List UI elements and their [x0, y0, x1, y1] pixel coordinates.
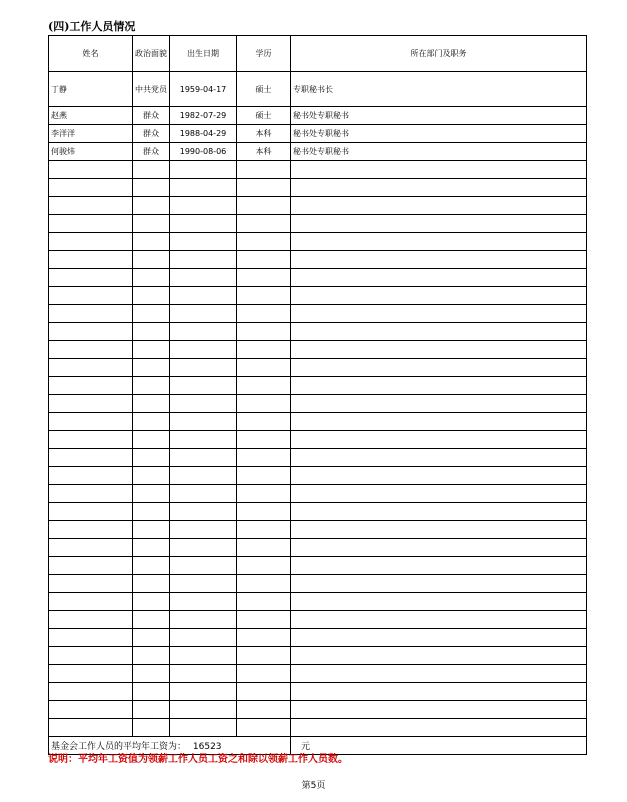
empty-cell — [133, 395, 170, 413]
empty-cell — [170, 323, 237, 341]
empty-cell — [49, 557, 133, 575]
table-row — [49, 143, 587, 161]
empty-cell — [291, 233, 587, 251]
empty-cell — [291, 269, 587, 287]
empty-cell — [170, 269, 237, 287]
empty-cell — [133, 359, 170, 377]
staff-political: 群众 — [133, 143, 170, 161]
empty-cell — [170, 719, 237, 737]
empty-cell — [170, 683, 237, 701]
empty-cell — [170, 359, 237, 377]
empty-table-row — [49, 197, 587, 215]
empty-cell — [49, 341, 133, 359]
empty-cell — [237, 305, 291, 323]
empty-cell — [237, 467, 291, 485]
staff-political: 群众 — [133, 125, 170, 143]
empty-cell — [291, 593, 587, 611]
table-row — [49, 72, 587, 107]
empty-cell — [237, 647, 291, 665]
empty-cell — [291, 701, 587, 719]
empty-cell — [133, 251, 170, 269]
empty-cell — [49, 179, 133, 197]
empty-cell — [170, 233, 237, 251]
empty-cell — [49, 575, 133, 593]
table-row — [49, 125, 587, 143]
empty-table-row — [49, 611, 587, 629]
page-number: 第5页 — [301, 781, 326, 791]
empty-cell — [237, 701, 291, 719]
empty-cell — [170, 485, 237, 503]
empty-cell — [133, 575, 170, 593]
header-political: 政治面貌 — [133, 36, 170, 72]
empty-table-row — [49, 503, 587, 521]
empty-table-row — [49, 287, 587, 305]
empty-table-row — [49, 701, 587, 719]
average-salary-label: 基金会工作人员的平均年工资为： — [51, 742, 187, 752]
empty-cell — [133, 269, 170, 287]
empty-cell — [237, 377, 291, 395]
empty-cell — [291, 611, 587, 629]
empty-table-row — [49, 215, 587, 233]
empty-cell — [170, 251, 237, 269]
header-name: 姓名 — [49, 36, 133, 72]
empty-cell — [170, 647, 237, 665]
header-birth: 出生日期 — [170, 36, 237, 72]
empty-cell — [170, 377, 237, 395]
empty-cell — [170, 629, 237, 647]
empty-cell — [291, 359, 587, 377]
empty-cell — [49, 431, 133, 449]
staff-position: 专职秘书长 — [291, 72, 587, 107]
empty-table-row — [49, 539, 587, 557]
empty-cell — [49, 611, 133, 629]
empty-cell — [291, 647, 587, 665]
empty-cell — [170, 593, 237, 611]
staff-birth: 1990-08-06 — [170, 143, 237, 161]
staff-position: 秘书处专职秘书 — [291, 125, 587, 143]
empty-table-row — [49, 485, 587, 503]
table-header-row — [49, 36, 587, 72]
empty-cell — [170, 467, 237, 485]
empty-cell — [49, 197, 133, 215]
empty-cell — [170, 197, 237, 215]
empty-cell — [49, 593, 133, 611]
empty-cell — [49, 719, 133, 737]
empty-table-row — [49, 359, 587, 377]
empty-cell — [49, 413, 133, 431]
empty-cell — [49, 503, 133, 521]
empty-table-row — [49, 395, 587, 413]
header-education: 学历 — [237, 36, 291, 72]
staff-education: 本科 — [237, 143, 291, 161]
empty-cell — [291, 485, 587, 503]
empty-cell — [291, 341, 587, 359]
empty-cell — [49, 269, 133, 287]
empty-cell — [291, 683, 587, 701]
staff-political: 中共党员 — [133, 72, 170, 107]
empty-cell — [237, 683, 291, 701]
staff-position: 秘书处专职秘书 — [291, 143, 587, 161]
empty-table-row — [49, 647, 587, 665]
empty-cell — [237, 539, 291, 557]
empty-cell — [49, 395, 133, 413]
empty-table-row — [49, 683, 587, 701]
empty-cell — [133, 341, 170, 359]
staff-birth: 1959-04-17 — [170, 72, 237, 107]
empty-cell — [133, 233, 170, 251]
empty-cell — [291, 539, 587, 557]
empty-cell — [170, 305, 237, 323]
empty-cell — [133, 449, 170, 467]
empty-cell — [237, 593, 291, 611]
empty-cell — [291, 467, 587, 485]
empty-cell — [49, 377, 133, 395]
header-position: 所在部门及职务 — [291, 36, 587, 72]
empty-cell — [49, 359, 133, 377]
empty-cell — [291, 251, 587, 269]
staff-birth: 1988-04-29 — [170, 125, 237, 143]
empty-table-row — [49, 431, 587, 449]
empty-cell — [237, 395, 291, 413]
empty-cell — [49, 665, 133, 683]
empty-cell — [49, 233, 133, 251]
empty-cell — [170, 215, 237, 233]
empty-cell — [133, 179, 170, 197]
staff-position: 秘书处专职秘书 — [291, 107, 587, 125]
empty-cell — [291, 377, 587, 395]
empty-table-row — [49, 179, 587, 197]
empty-cell — [170, 287, 237, 305]
empty-cell — [237, 359, 291, 377]
empty-cell — [237, 287, 291, 305]
empty-cell — [49, 215, 133, 233]
empty-cell — [133, 485, 170, 503]
empty-table-row — [49, 233, 587, 251]
empty-cell — [291, 575, 587, 593]
empty-cell — [291, 665, 587, 683]
empty-cell — [49, 701, 133, 719]
empty-table-row — [49, 377, 587, 395]
staff-education: 硕士 — [237, 72, 291, 107]
empty-cell — [237, 341, 291, 359]
section-title: (四)工作人员情况 — [48, 20, 136, 33]
staff-education: 硕士 — [237, 107, 291, 125]
empty-cell — [170, 413, 237, 431]
empty-cell — [237, 179, 291, 197]
empty-cell — [237, 503, 291, 521]
empty-cell — [237, 449, 291, 467]
empty-table-row — [49, 593, 587, 611]
empty-table-row — [49, 629, 587, 647]
staff-name: 李洋洋 — [49, 125, 133, 143]
empty-cell — [237, 269, 291, 287]
empty-cell — [170, 665, 237, 683]
staff-birth: 1982-07-29 — [170, 107, 237, 125]
empty-table-row — [49, 521, 587, 539]
empty-cell — [49, 539, 133, 557]
empty-table-row — [49, 719, 587, 737]
empty-table-row — [49, 341, 587, 359]
empty-cell — [291, 557, 587, 575]
empty-cell — [291, 521, 587, 539]
empty-cell — [237, 719, 291, 737]
empty-table-row — [49, 161, 587, 179]
empty-cell — [237, 629, 291, 647]
empty-cell — [291, 413, 587, 431]
empty-cell — [237, 431, 291, 449]
empty-cell — [133, 683, 170, 701]
empty-table-row — [49, 575, 587, 593]
empty-cell — [237, 215, 291, 233]
empty-cell — [170, 395, 237, 413]
empty-cell — [170, 701, 237, 719]
empty-cell — [170, 521, 237, 539]
table-row — [49, 107, 587, 125]
empty-cell — [291, 395, 587, 413]
empty-cell — [133, 593, 170, 611]
average-salary-value: 16523 — [192, 742, 222, 752]
empty-cell — [49, 323, 133, 341]
empty-cell — [49, 485, 133, 503]
staff-political: 群众 — [133, 107, 170, 125]
empty-table-row — [49, 467, 587, 485]
empty-cell — [170, 161, 237, 179]
empty-table-row — [49, 323, 587, 341]
empty-cell — [49, 629, 133, 647]
empty-cell — [291, 287, 587, 305]
empty-cell — [237, 323, 291, 341]
empty-cell — [170, 557, 237, 575]
empty-cell — [291, 215, 587, 233]
empty-cell — [170, 503, 237, 521]
empty-table-row — [49, 269, 587, 287]
empty-cell — [237, 161, 291, 179]
empty-cell — [49, 521, 133, 539]
empty-cell — [133, 413, 170, 431]
empty-cell — [291, 305, 587, 323]
empty-cell — [170, 341, 237, 359]
staff-table — [48, 35, 587, 755]
empty-cell — [133, 431, 170, 449]
empty-table-row — [49, 305, 587, 323]
staff-education: 本科 — [237, 125, 291, 143]
empty-cell — [133, 377, 170, 395]
empty-cell — [49, 305, 133, 323]
staff-name: 赵燕 — [49, 107, 133, 125]
empty-cell — [133, 539, 170, 557]
empty-cell — [237, 233, 291, 251]
empty-cell — [49, 287, 133, 305]
empty-cell — [170, 539, 237, 557]
empty-cell — [291, 431, 587, 449]
empty-cell — [133, 305, 170, 323]
empty-cell — [133, 629, 170, 647]
empty-cell — [291, 323, 587, 341]
empty-cell — [237, 485, 291, 503]
empty-cell — [133, 215, 170, 233]
average-salary-unit: 元 — [291, 737, 587, 755]
empty-cell — [170, 575, 237, 593]
empty-cell — [49, 683, 133, 701]
empty-cell — [291, 161, 587, 179]
empty-cell — [49, 449, 133, 467]
empty-cell — [291, 179, 587, 197]
empty-cell — [133, 197, 170, 215]
empty-cell — [133, 701, 170, 719]
empty-cell — [133, 287, 170, 305]
empty-cell — [170, 431, 237, 449]
empty-table-row — [49, 413, 587, 431]
empty-cell — [237, 575, 291, 593]
staff-name: 丁静 — [49, 72, 133, 107]
empty-cell — [49, 161, 133, 179]
empty-cell — [291, 719, 587, 737]
empty-cell — [49, 251, 133, 269]
empty-table-row — [49, 449, 587, 467]
empty-cell — [237, 521, 291, 539]
empty-cell — [133, 665, 170, 683]
empty-cell — [133, 521, 170, 539]
empty-cell — [133, 557, 170, 575]
empty-cell — [237, 413, 291, 431]
empty-cell — [237, 611, 291, 629]
empty-table-row — [49, 665, 587, 683]
empty-cell — [133, 647, 170, 665]
empty-cell — [133, 503, 170, 521]
empty-cell — [49, 467, 133, 485]
empty-cell — [170, 179, 237, 197]
empty-cell — [237, 665, 291, 683]
empty-cell — [237, 557, 291, 575]
staff-name: 何骏炜 — [49, 143, 133, 161]
explanation-note: 说明：平均年工资值为领薪工作人员工资之和除以领薪工作人员数。 — [48, 754, 348, 765]
empty-cell — [133, 323, 170, 341]
empty-table-row — [49, 251, 587, 269]
empty-cell — [133, 611, 170, 629]
empty-cell — [133, 719, 170, 737]
empty-cell — [291, 629, 587, 647]
empty-cell — [237, 251, 291, 269]
empty-cell — [170, 611, 237, 629]
empty-table-row — [49, 557, 587, 575]
empty-cell — [237, 197, 291, 215]
empty-cell — [133, 161, 170, 179]
empty-cell — [49, 647, 133, 665]
empty-cell — [133, 467, 170, 485]
empty-cell — [170, 449, 237, 467]
empty-cell — [291, 449, 587, 467]
empty-cell — [291, 503, 587, 521]
empty-cell — [291, 197, 587, 215]
